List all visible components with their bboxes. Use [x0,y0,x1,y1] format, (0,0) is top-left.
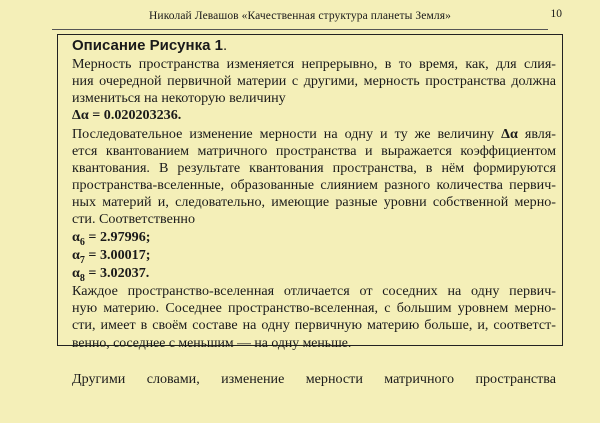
alpha-value: $\alpha_6 = 2.97996$; [72,229,151,248]
para2-line: квантования. В результате квантования пространства, в нём формируются [72,160,556,176]
para3-line: Каждое пространство-вселенная отличается от соседних на одну первич- [72,283,556,299]
running-title: Николай Левашов «Качественная структура планеты Земля» [149,10,451,22]
page-number: 10 [550,8,562,20]
para2-line: Последовательное изменение мерности на одну и ту же величину Δα явля- [72,126,556,142]
alpha-value: $\alpha_8 = 3.02037$. [72,265,150,284]
alpha-value: $\alpha_7 = 3.00017$; [72,247,151,266]
desc-line: измениться на некоторую величину [72,90,286,106]
desc-line: ния очередной первичной материи с другими, мерность пространства должна [72,73,556,89]
para3-line: ную материю. Соседнее пространство-вселенная, с большим уровнем мерно- [72,300,556,316]
para2-line: пространства-вселенные, образованные слиянием разного количества первич- [72,177,556,193]
para2-line: ных материй и, следовательно, имеющие разные уровни собственной мерно- [72,194,556,210]
body-text: Другими словами, изменение мерности матричного пространства [72,371,556,387]
para2-line: сти. Соответственно [72,211,196,227]
para2-line: ется квантованием матричного пространства и выражается коэффициентом [72,143,556,159]
header-rule [52,29,548,30]
para3-line: венно, соседнее с меньшим — на одну меньше. [72,335,352,350]
desc-line: Мерность пространства изменяется непрерывно, в то время, как, для слия- [72,56,556,72]
figure-description-title: Описание Рисунка 1. [72,37,228,54]
para3-line: сти, имеет в своём составе на одну первичную материю больше, и, соответст- [72,317,556,333]
delta-formula: Δα = 0.020203236. [72,107,182,123]
page-header [0,8,600,28]
